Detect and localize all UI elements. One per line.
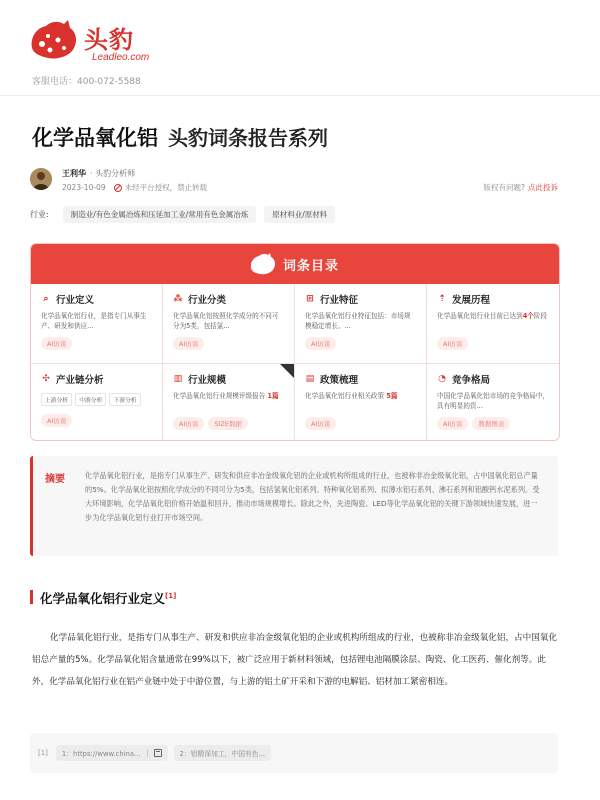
hotline-text: 客服电话：400-072-5588: [32, 77, 141, 87]
toc-item-scale[interactable]: [163, 363, 295, 441]
toc-item-title: 行业分类: [188, 295, 227, 306]
leopard-logo-icon: [28, 18, 80, 62]
hierarchy-icon: ⁂: [173, 294, 183, 304]
size-data-button[interactable]: SIZE数据: [208, 417, 248, 430]
no-reprint-text: 未经平台授权，禁止转载: [124, 183, 208, 192]
author-info: [62, 168, 135, 179]
reference-item[interactable]: 2：铝精深加工，中国有色...: [174, 745, 272, 761]
ai-interview-button[interactable]: AI访谈: [41, 337, 72, 350]
title-series: 头豹词条报告系列: [168, 126, 328, 150]
toc-item-desc: 化学品氧化铝按照化学成分的不同可分为5类，包括氯...: [173, 312, 279, 330]
toc-item-chain[interactable]: [31, 363, 163, 441]
toc-item-title: 竞争格局: [452, 375, 491, 386]
author-name: 王利华: [62, 169, 86, 178]
toc-item-definition[interactable]: [31, 284, 163, 363]
toc-item-desc: 化学品氧化铝行业规模评级报告 1篇: [173, 392, 279, 400]
reference-marker[interactable]: [1]: [165, 591, 177, 600]
bar-chart-icon: ▥: [173, 374, 183, 384]
avatar: [30, 168, 52, 190]
publish-date: 2023-10-09: [62, 183, 106, 192]
toc-item-title: 行业特征: [320, 295, 359, 306]
toc-item-desc: 化学品氧化铝行业，是指专门从事生产、研发和供应...: [41, 312, 147, 330]
toc-item-title: 政策梳理: [320, 375, 359, 386]
reference-index: [1]: [38, 749, 48, 757]
section-accent-bar: [30, 590, 33, 604]
toc-header: [31, 244, 559, 284]
history-icon: ⇡: [438, 294, 446, 304]
page-title: [32, 122, 328, 152]
header-divider: [0, 95, 600, 96]
ai-interview-button[interactable]: AI访谈: [305, 337, 336, 350]
toc-item-desc: 化学品氧化铝行业特征包括：市场规模稳定增长、...: [305, 312, 411, 330]
toc-item-classification[interactable]: [163, 284, 295, 363]
toc-item-desc: 中国化学品氧化铝市场的竞争格局中，具有明显的资...: [437, 392, 550, 410]
author-photo-icon: [30, 168, 52, 190]
copyright-question: 版权有问题?: [483, 183, 525, 192]
abstract-text: 化学品氧化铝行业，是指专门从事生产、研发和供应非冶金级氧化铝的企业或机构所组成的行业，也被称非冶金级氧化铝，占中国氧化铝总产量的5%。化学品氧化铝按照化学成分的不同可分为5类，包括氢氧化铝系列、特种氧化铝系列、拟薄水铝石系列、沸石系列和铝酸钙水泥系列。受大环境影响，化学品氧化铝价格开始温和回升，推动市场规模增长。除此之外，先进陶瓷、LED等化学品氧化铝的关键下游领域快速发展，进一步为化学品氧化铝行业打开市场空间。: [85, 471, 540, 523]
title-main: 化学品氧化铝: [32, 126, 158, 150]
industry-tag[interactable]: 原材料业/原材料: [264, 206, 335, 223]
ai-interview-button[interactable]: AI访谈: [173, 417, 204, 430]
leopard-logo-icon: [249, 252, 277, 276]
ban-icon: [114, 184, 122, 192]
separator: [147, 749, 148, 757]
author-org: · 头豹分析师: [90, 169, 136, 178]
ai-interview-button[interactable]: AI访谈: [41, 414, 72, 427]
chain-chip[interactable]: 下游分析: [109, 393, 140, 406]
copyright-notice: [484, 182, 558, 193]
abstract-box: [30, 456, 558, 556]
author-meta: [62, 182, 207, 193]
ai-interview-button[interactable]: AI访谈: [437, 337, 468, 350]
no-reprint-notice: [114, 182, 208, 193]
brand-name-en: Leadleo.com: [92, 52, 150, 63]
chain-icon: ✣: [42, 374, 50, 384]
industry-label: 行业:: [30, 209, 49, 219]
corner-badge-icon: [280, 364, 294, 378]
feature-icon: ⊞: [306, 294, 314, 304]
chain-chip[interactable]: 中游分析: [75, 393, 106, 406]
chain-chip[interactable]: 上游分析: [41, 393, 72, 406]
toc-item-title: 行业定义: [56, 295, 95, 306]
industry-tag[interactable]: 制造业/有色金属冶炼和压延加工业/常用有色金属冶炼: [63, 206, 257, 223]
policy-icon: ▤: [305, 374, 315, 384]
toc-item-desc: 化学品氧化铝行业目前已达到4个阶段: [437, 312, 548, 320]
copy-icon[interactable]: [154, 749, 162, 757]
brand-name-cn: 头豹: [84, 26, 134, 54]
toc-item-title: 发展历程: [452, 295, 491, 306]
section-title: 化学品氧化铝行业定义[1]: [40, 591, 177, 606]
reference-item[interactable]: 1：https://www.china...: [56, 745, 168, 761]
toc-item-policy[interactable]: [295, 363, 427, 441]
search-doc-icon: ⌕: [43, 294, 49, 304]
toc-item-title: 产业链分析: [56, 375, 104, 386]
toc-title: 词条目录: [283, 259, 340, 274]
toc-item-desc: 化学品氧化铝行业相关政策 5篇: [305, 392, 398, 400]
report-link[interactable]: 点此投诉: [528, 183, 558, 192]
ai-interview-button[interactable]: AI访谈: [437, 417, 468, 430]
references-box: [30, 733, 558, 773]
toc-item-history[interactable]: [427, 284, 560, 363]
ai-interview-button[interactable]: AI访谈: [305, 417, 336, 430]
toc-item-features[interactable]: [295, 284, 427, 363]
data-chart-button[interactable]: 数据图表: [472, 417, 510, 430]
ai-interview-button[interactable]: AI访谈: [173, 337, 204, 350]
industry-row: [30, 206, 343, 222]
toc-item-title: 行业规模: [188, 375, 227, 386]
section-body: 化学品氧化铝行业，是指专门从事生产、研发和供应非冶金级氧化铝的企业或机构所组成的行业，也被称非冶金级氧化铝，占中国氧化铝总产量的5%。化学品氧化铝含量通常在99%以下，被广泛应用于新材料领域，包括锂电池隔膜涂层、陶瓷、化工医药、催化剂等。此外，化学品氧化铝行业在铝产业链中处于中游位置，与上游的铝土矿开采和下游的电解铝、铝材加工紧密相连。: [32, 633, 558, 687]
pie-icon: ◔: [438, 374, 446, 384]
toc-card: [30, 243, 560, 441]
toc-grid: [31, 284, 560, 441]
brand-logo[interactable]: [28, 14, 178, 70]
abstract-label: 摘要: [45, 474, 65, 485]
toc-item-competition[interactable]: [427, 363, 560, 441]
